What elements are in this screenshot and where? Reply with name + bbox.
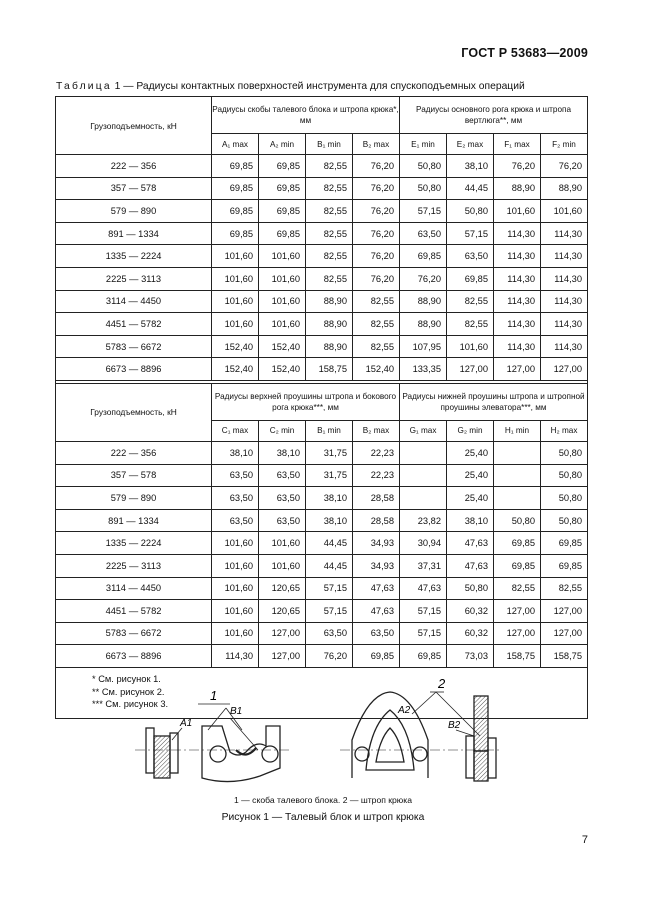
table-row (56, 600, 588, 623)
load-range-cell: 1335 — 2224 (56, 532, 212, 555)
table-row (56, 335, 588, 358)
value-cell: 50,80 (400, 177, 447, 200)
table-row (56, 290, 588, 313)
value-cell: 114,30 (494, 290, 541, 313)
value-cell: 69,85 (353, 645, 400, 668)
table-row (56, 358, 588, 381)
standard-code: ГОСТ Р 53683—2009 (461, 46, 588, 60)
group-header-upper-eye: Радиусы верхней проушины штропа и бокового рога крюка***, мм (212, 383, 400, 420)
group-header-hook-swivel: Радиусы основного рога крюка и штропа вертлюга**, мм (400, 97, 588, 134)
value-cell: 23,82 (400, 509, 447, 532)
value-cell: 101,60 (259, 554, 306, 577)
value-cell: 38,10 (306, 509, 353, 532)
value-cell: 57,15 (447, 222, 494, 245)
value-cell: 63,50 (400, 222, 447, 245)
figure-legend: 1 — скоба талевого блока. 2 — штроп крюка (234, 795, 412, 805)
value-cell: 57,15 (306, 600, 353, 623)
value-cell: 114,30 (494, 245, 541, 268)
value-cell: 127,00 (541, 622, 588, 645)
value-cell: 127,00 (494, 600, 541, 623)
table-row (56, 645, 588, 668)
value-cell: 158,75 (306, 358, 353, 381)
label-a2: A2 (398, 705, 411, 716)
value-cell: 63,50 (212, 487, 259, 510)
value-cell: 37,31 (400, 554, 447, 577)
column-header-2: C₂ min (259, 420, 306, 441)
load-range-cell: 1335 — 2224 (56, 245, 212, 268)
value-cell: 57,15 (400, 622, 447, 645)
table-row (56, 622, 588, 645)
table-row (56, 222, 588, 245)
value-cell: 127,00 (259, 622, 306, 645)
load-column-header: Грузоподъемность, кН (56, 97, 212, 155)
value-cell: 50,80 (494, 509, 541, 532)
value-cell: 114,30 (541, 245, 588, 268)
figure-caption: Рисунок 1 — Талевый блок и штроп крюка (221, 812, 425, 823)
value-cell: 127,00 (494, 622, 541, 645)
value-cell: 88,90 (306, 290, 353, 313)
value-cell: 114,30 (541, 267, 588, 290)
table-caption (56, 81, 525, 92)
value-cell: 101,60 (212, 600, 259, 623)
value-cell: 63,50 (353, 622, 400, 645)
page-number: 7 (581, 834, 588, 846)
value-cell: 152,40 (212, 335, 259, 358)
value-cell: 76,20 (353, 155, 400, 178)
table-row (56, 554, 588, 577)
value-cell: 82,55 (306, 200, 353, 223)
value-cell: 114,30 (494, 313, 541, 336)
value-cell: 127,00 (259, 645, 306, 668)
value-cell: 88,90 (541, 177, 588, 200)
value-cell: 88,90 (400, 290, 447, 313)
value-cell: 101,60 (212, 622, 259, 645)
value-cell: 101,60 (212, 554, 259, 577)
value-cell: 101,60 (212, 313, 259, 336)
table-caption-word: Таблица (56, 81, 112, 92)
value-cell: 152,40 (259, 358, 306, 381)
value-cell: 114,30 (541, 290, 588, 313)
value-cell (400, 487, 447, 510)
value-cell: 114,30 (541, 222, 588, 245)
column-header-3: B₁ min (306, 134, 353, 155)
value-cell: 47,63 (447, 532, 494, 555)
radii-table (55, 96, 588, 719)
value-cell: 101,60 (212, 577, 259, 600)
value-cell: 44,45 (306, 532, 353, 555)
value-cell: 88,90 (494, 177, 541, 200)
footnote-1: * См. рисунок 1. (92, 674, 161, 685)
column-header-1: C₁ max (212, 420, 259, 441)
load-range-cell: 891 — 1334 (56, 222, 212, 245)
value-cell: 82,55 (353, 313, 400, 336)
column-header-1: A₁ max (212, 134, 259, 155)
value-cell: 158,75 (541, 645, 588, 668)
column-header-6: G₂ min (447, 420, 494, 441)
table-part-1 (56, 97, 588, 381)
callout-2: 2 (438, 678, 446, 691)
load-range-cell: 357 — 578 (56, 177, 212, 200)
load-range-cell: 3114 — 4450 (56, 290, 212, 313)
table-row (56, 313, 588, 336)
value-cell: 31,75 (306, 464, 353, 487)
value-cell: 50,80 (541, 487, 588, 510)
value-cell: 82,55 (306, 267, 353, 290)
figure-1-drawing (130, 678, 510, 788)
table-row (56, 509, 588, 532)
value-cell: 50,80 (541, 441, 588, 464)
value-cell: 63,50 (212, 464, 259, 487)
value-cell: 69,85 (259, 177, 306, 200)
column-header-3: B₁ min (306, 420, 353, 441)
value-cell: 22,23 (353, 464, 400, 487)
value-cell: 47,63 (353, 600, 400, 623)
value-cell: 69,85 (212, 222, 259, 245)
value-cell: 88,90 (306, 313, 353, 336)
value-cell: 76,20 (306, 645, 353, 668)
value-cell: 88,90 (306, 335, 353, 358)
column-header-4: B₂ max (353, 134, 400, 155)
value-cell: 76,20 (353, 200, 400, 223)
value-cell: 69,85 (494, 554, 541, 577)
load-range-cell: 579 — 890 (56, 487, 212, 510)
value-cell: 50,80 (541, 509, 588, 532)
value-cell: 38,10 (259, 441, 306, 464)
value-cell: 69,85 (212, 177, 259, 200)
column-header-7: H₁ min (494, 420, 541, 441)
value-cell: 82,55 (306, 155, 353, 178)
table-header-row (56, 383, 588, 420)
value-cell: 63,50 (306, 622, 353, 645)
load-range-cell: 6673 — 8896 (56, 645, 212, 668)
value-cell: 158,75 (494, 645, 541, 668)
load-range-cell: 5783 — 6672 (56, 622, 212, 645)
hook-link-drawing (340, 692, 502, 781)
value-cell: 69,85 (259, 200, 306, 223)
value-cell: 114,30 (541, 313, 588, 336)
value-cell: 47,63 (400, 577, 447, 600)
value-cell: 44,45 (306, 554, 353, 577)
value-cell: 152,40 (259, 335, 306, 358)
value-cell: 82,55 (306, 222, 353, 245)
value-cell (494, 487, 541, 510)
value-cell: 50,80 (447, 577, 494, 600)
value-cell: 38,10 (306, 487, 353, 510)
value-cell: 63,50 (259, 509, 306, 532)
table-row (56, 487, 588, 510)
load-range-cell: 579 — 890 (56, 200, 212, 223)
table-row (56, 245, 588, 268)
value-cell: 50,80 (447, 200, 494, 223)
table-row (56, 441, 588, 464)
group-header-block-link: Радиусы скобы талевого блока и штропа крюка*, мм (212, 97, 400, 134)
value-cell: 69,85 (541, 554, 588, 577)
table-row (56, 532, 588, 555)
value-cell: 82,55 (306, 245, 353, 268)
value-cell: 63,50 (259, 464, 306, 487)
value-cell: 57,15 (400, 600, 447, 623)
label-b1: B1 (230, 706, 243, 717)
load-range-cell: 222 — 356 (56, 441, 212, 464)
value-cell: 76,20 (353, 245, 400, 268)
value-cell: 120,65 (259, 600, 306, 623)
value-cell: 101,60 (259, 532, 306, 555)
column-header-4: B₂ max (353, 420, 400, 441)
label-a1: A1 (180, 718, 193, 729)
value-cell: 114,30 (541, 335, 588, 358)
value-cell: 133,35 (400, 358, 447, 381)
value-cell: 63,50 (259, 487, 306, 510)
value-cell: 101,60 (212, 267, 259, 290)
block-link-drawing (135, 704, 290, 782)
table-row (56, 577, 588, 600)
value-cell: 38,10 (212, 441, 259, 464)
value-cell: 127,00 (447, 358, 494, 381)
footnote-3: *** См. рисунок 3. (92, 699, 169, 710)
table-row (56, 177, 588, 200)
value-cell: 47,63 (353, 577, 400, 600)
value-cell: 38,10 (447, 509, 494, 532)
value-cell: 25,40 (447, 441, 494, 464)
callout-1: 1 (210, 688, 218, 703)
value-cell: 44,45 (447, 177, 494, 200)
value-cell: 69,85 (400, 245, 447, 268)
value-cell: 69,85 (259, 222, 306, 245)
value-cell: 76,20 (353, 177, 400, 200)
load-range-cell: 6673 — 8896 (56, 358, 212, 381)
value-cell: 69,85 (259, 155, 306, 178)
load-range-cell: 4451 — 5782 (56, 600, 212, 623)
value-cell: 101,60 (212, 532, 259, 555)
value-cell: 101,60 (212, 290, 259, 313)
table-part-2 (56, 383, 588, 667)
value-cell: 30,94 (400, 532, 447, 555)
column-header-7: F₁ max (494, 134, 541, 155)
value-cell: 82,55 (494, 577, 541, 600)
value-cell: 50,80 (541, 464, 588, 487)
value-cell: 73,03 (447, 645, 494, 668)
load-range-cell: 3114 — 4450 (56, 577, 212, 600)
load-range-cell: 891 — 1334 (56, 509, 212, 532)
table-header-row (56, 97, 588, 134)
value-cell: 63,50 (212, 509, 259, 532)
value-cell: 107,95 (400, 335, 447, 358)
value-cell: 25,40 (447, 487, 494, 510)
column-header-5: E₁ min (400, 134, 447, 155)
group-header-lower-eye: Радиусы нижней проушины штропа и штропной проушины элеватора***, мм (400, 383, 588, 420)
value-cell: 28,58 (353, 509, 400, 532)
load-range-cell: 222 — 356 (56, 155, 212, 178)
value-cell: 76,20 (353, 267, 400, 290)
value-cell: 101,60 (259, 245, 306, 268)
value-cell: 28,58 (353, 487, 400, 510)
value-cell: 69,85 (541, 532, 588, 555)
value-cell (400, 441, 447, 464)
value-cell: 57,15 (400, 200, 447, 223)
value-cell: 101,60 (259, 313, 306, 336)
value-cell (400, 464, 447, 487)
value-cell: 22,23 (353, 441, 400, 464)
value-cell: 47,63 (447, 554, 494, 577)
value-cell: 114,30 (212, 645, 259, 668)
column-header-5: G₁ max (400, 420, 447, 441)
value-cell: 114,30 (494, 335, 541, 358)
value-cell: 114,30 (494, 222, 541, 245)
column-header-8: F₂ min (541, 134, 588, 155)
value-cell: 25,40 (447, 464, 494, 487)
value-cell: 114,30 (494, 267, 541, 290)
value-cell: 76,20 (400, 267, 447, 290)
value-cell: 101,60 (541, 200, 588, 223)
load-range-cell: 2225 — 3113 (56, 554, 212, 577)
value-cell: 82,55 (353, 290, 400, 313)
value-cell: 60,32 (447, 600, 494, 623)
value-cell: 31,75 (306, 441, 353, 464)
load-range-cell: 4451 — 5782 (56, 313, 212, 336)
load-column-header: Грузоподъемность, кН (56, 383, 212, 441)
value-cell: 152,40 (212, 358, 259, 381)
value-cell: 60,32 (447, 622, 494, 645)
value-cell: 38,10 (447, 155, 494, 178)
value-cell: 101,60 (259, 267, 306, 290)
value-cell: 101,60 (447, 335, 494, 358)
column-header-6: E₂ max (447, 134, 494, 155)
value-cell: 76,20 (494, 155, 541, 178)
value-cell: 127,00 (541, 600, 588, 623)
load-range-cell: 357 — 578 (56, 464, 212, 487)
footnote-2: ** См. рисунок 2. (92, 686, 165, 697)
value-cell: 63,50 (447, 245, 494, 268)
column-header-2: A₂ min (259, 134, 306, 155)
value-cell: 82,55 (353, 335, 400, 358)
value-cell: 101,60 (259, 290, 306, 313)
value-cell: 69,85 (494, 532, 541, 555)
value-cell: 120,65 (259, 577, 306, 600)
value-cell: 57,15 (306, 577, 353, 600)
table-row (56, 200, 588, 223)
value-cell: 101,60 (212, 245, 259, 268)
value-cell: 127,00 (494, 358, 541, 381)
value-cell: 101,60 (494, 200, 541, 223)
value-cell: 69,85 (212, 155, 259, 178)
value-cell: 50,80 (400, 155, 447, 178)
label-b2: B2 (448, 720, 461, 731)
table-row (56, 155, 588, 178)
value-cell: 76,20 (353, 222, 400, 245)
value-cell: 82,55 (447, 290, 494, 313)
value-cell: 82,55 (306, 177, 353, 200)
value-cell: 69,85 (447, 267, 494, 290)
value-cell (494, 441, 541, 464)
value-cell: 34,93 (353, 554, 400, 577)
load-range-cell: 2225 — 3113 (56, 267, 212, 290)
value-cell: 82,55 (447, 313, 494, 336)
table-row (56, 267, 588, 290)
value-cell: 88,90 (400, 313, 447, 336)
value-cell: 69,85 (400, 645, 447, 668)
value-cell: 82,55 (541, 577, 588, 600)
value-cell: 152,40 (353, 358, 400, 381)
value-cell: 127,00 (541, 358, 588, 381)
value-cell: 34,93 (353, 532, 400, 555)
table-row (56, 464, 588, 487)
table-caption-text: 1 — Радиусы контактных поверхностей инструмента для спускоподъемных операций (111, 81, 525, 92)
value-cell: 76,20 (541, 155, 588, 178)
column-header-8: H₂ max (541, 420, 588, 441)
value-cell (494, 464, 541, 487)
load-range-cell: 5783 — 6672 (56, 335, 212, 358)
value-cell: 69,85 (212, 200, 259, 223)
